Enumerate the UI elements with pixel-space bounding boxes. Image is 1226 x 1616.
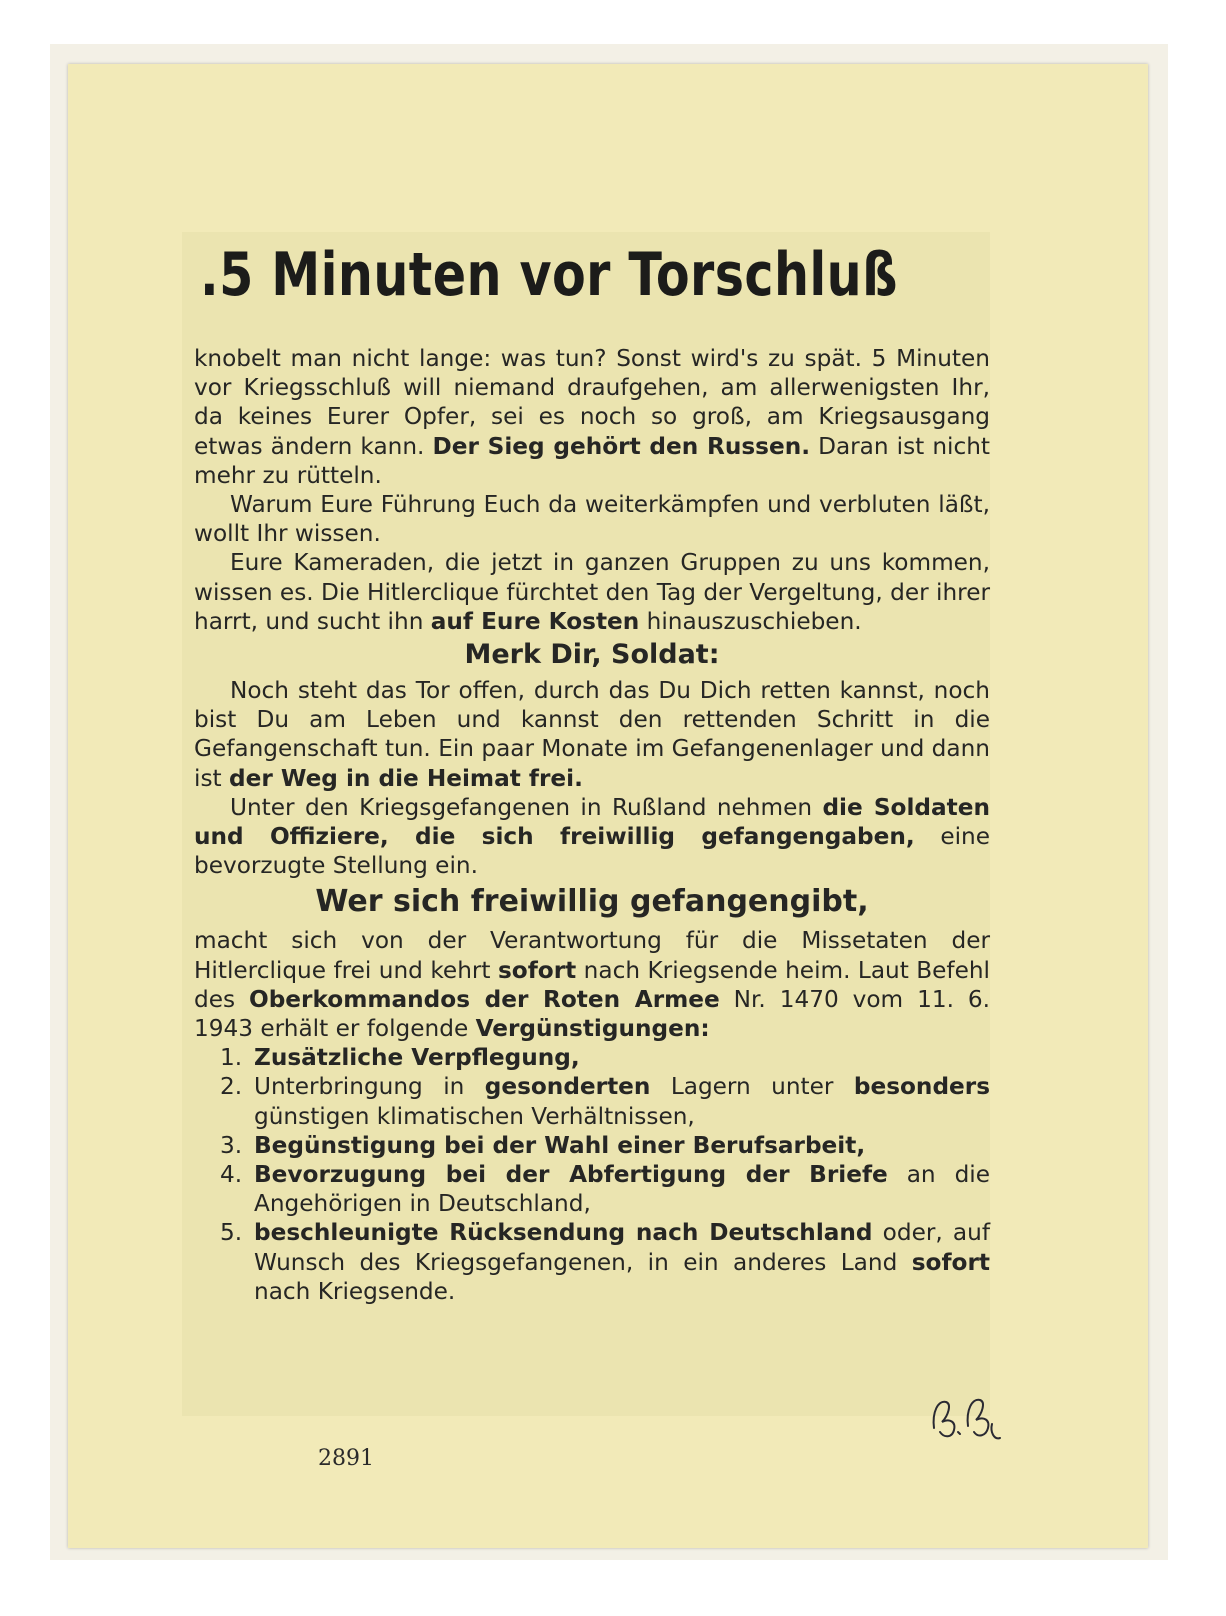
- leaflet-title: .5 Minuten vor Torschluß: [200, 240, 898, 310]
- merk-paragraph-2: Unter den Kriegsgefangenen in Rußland nehmen die Soldaten und Offiziere, die sich freiwillig gefangengaben, eine bevorzugte Stellung ein.: [194, 793, 990, 880]
- heading-merk-dir-soldat: Merk Dir, Soldat:: [464, 639, 720, 671]
- list-item: 5. beschleunigte Rücksendung nach Deutschland oder, auf Wunsch des Kriegsgefangenen, in ein anderes Land sofort nach Kriegsende.: [220, 1219, 990, 1305]
- intro-paragraph-3: Eure Kameraden, die jetzt in ganzen Gruppen zu uns kommen, wissen es. Die Hitlerclique fürchtet den Tag der Vergeltung, der ihrer harrt, und sucht ihn auf Eure Kosten hinauszuschieben.: [194, 549, 990, 635]
- leaflet-body: [194, 344, 990, 1306]
- wer-paragraph: macht sich von der Verantwortung für die Missetaten der Hitlerclique frei und kehrt sofort nach Kriegsende heim. Laut Befehl des Oberkommandos der Roten Armee Nr. 1470 vom 11. 6. 1943 erhält er folgende Vergünstigungen:: [194, 927, 990, 1043]
- intro-paragraph-1: knobelt man nicht lange: was tun? Sonst wird's zu spät. 5 Minuten vor Kriegsschluß will niemand draufgehen, am allerwenigsten Ihr, da keines Eurer Opfer, sei es noch so groß, am Kriegsausgang etwas ändern kann. Der Sieg gehört den Russen. Daran ist nicht mehr zu rütteln.: [194, 345, 990, 489]
- heading-wer-sich-freiwillig: Wer sich freiwillig gefangengibt,: [315, 884, 869, 920]
- list-item: 2. Unterbringung in gesonderten Lagern unter besonders günstigen klimatischen Verhältnissen,: [220, 1073, 990, 1130]
- intro-paragraph-2: Warum Eure Führung Euch da weiterkämpfen und verbluten läßt, wollt Ihr wissen.: [194, 491, 990, 548]
- benefits-list: [194, 1043, 990, 1306]
- list-item: 3. Begünstigung bei der Wahl einer Berufsarbeit,: [220, 1131, 866, 1159]
- list-item: 1. Zusätzliche Verpflegung,: [220, 1044, 580, 1072]
- print-number: 2891: [318, 1446, 374, 1471]
- handwritten-signature: [928, 1388, 1008, 1448]
- merk-paragraph-1: Noch steht das Tor offen, durch das Du Dich retten kannst, noch bist Du am Leben und kannst den rettenden Schritt in die Gefangenschaft tun. Ein paar Monate im Gefangenenlager und dann ist der Weg in die Heimat frei.: [194, 677, 990, 792]
- list-item: 4. Bevorzugung bei der Abfertigung der Briefe an die Angehörigen in Deutschland,: [220, 1161, 990, 1218]
